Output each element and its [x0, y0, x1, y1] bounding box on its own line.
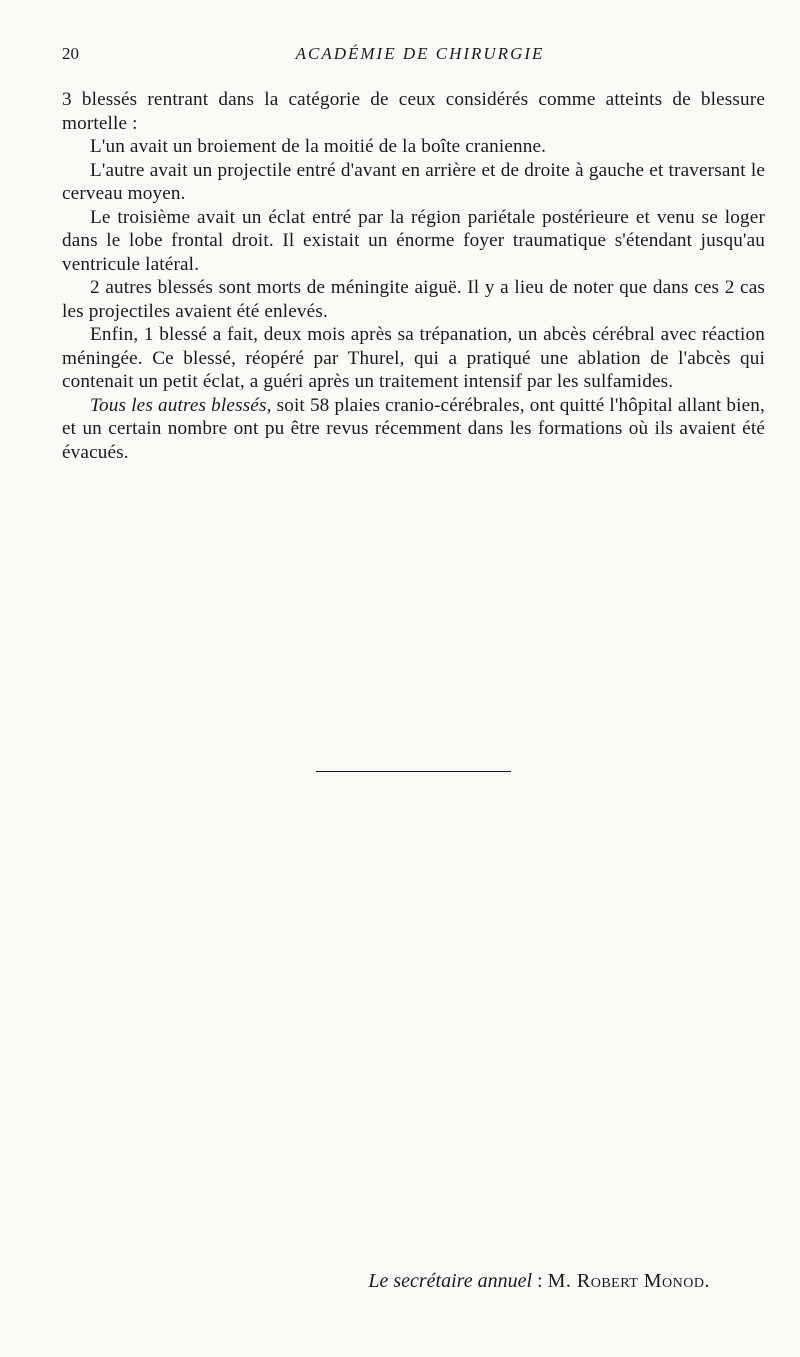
paragraph — [62, 394, 765, 465]
paragraph: 3 blessés rentrant dans la catégorie de ceux considérés comme atteints de blessure mortelle : — [62, 89, 765, 134]
page-header — [62, 44, 762, 68]
paragraph: Enfin, 1 blessé a fait, deux mois après sa trépanation, un abcès cérébral avec réaction méningée. Ce blessé, réopéré par Thurel, qui a pratiqué une ablation de l'abcès qui contenait un petit éclat, a guéri après un traitement intensif par les sulfamides. — [62, 324, 765, 392]
paragraph: L'un avait un broiement de la moitié de la boîte cranienne. — [90, 136, 547, 157]
section-divider — [316, 771, 511, 772]
signature-role: Le secrétaire annuel — [368, 1270, 533, 1292]
body-text — [62, 88, 765, 464]
italic-lead: Tous les autres blessés, — [90, 394, 272, 416]
signature — [368, 1270, 710, 1293]
signature-separator: : — [532, 1270, 548, 1292]
signature-name: M. Robert Monod. — [547, 1270, 710, 1292]
paragraph: L'autre avait un projectile entré d'avant en arrière et de droite à gauche et traversant le cerveau moyen. — [62, 159, 765, 204]
running-head: ACADÉMIE DE CHIRURGIE — [295, 44, 545, 63]
page-number: 20 — [62, 44, 79, 63]
paragraph: 2 autres blessés sont morts de méningite aiguë. Il y a lieu de noter que dans ces 2 cas les projectiles avaient été enlevés. — [62, 277, 765, 322]
paragraph-text: soit 58 plaies cranio-cérébrales, ont quitté l'hôpital allant bien, et un certain nombre ont pu être revus récemment dans les formations où ils avaient été évacués. — [62, 394, 765, 463]
paragraph: Le troisième avait un éclat entré par la région pariétale postérieure et venu se loger dans le lobe frontal droit. Il existait un énorme foyer traumatique s'étendant jusqu'au ventricule latéral. — [62, 206, 765, 275]
